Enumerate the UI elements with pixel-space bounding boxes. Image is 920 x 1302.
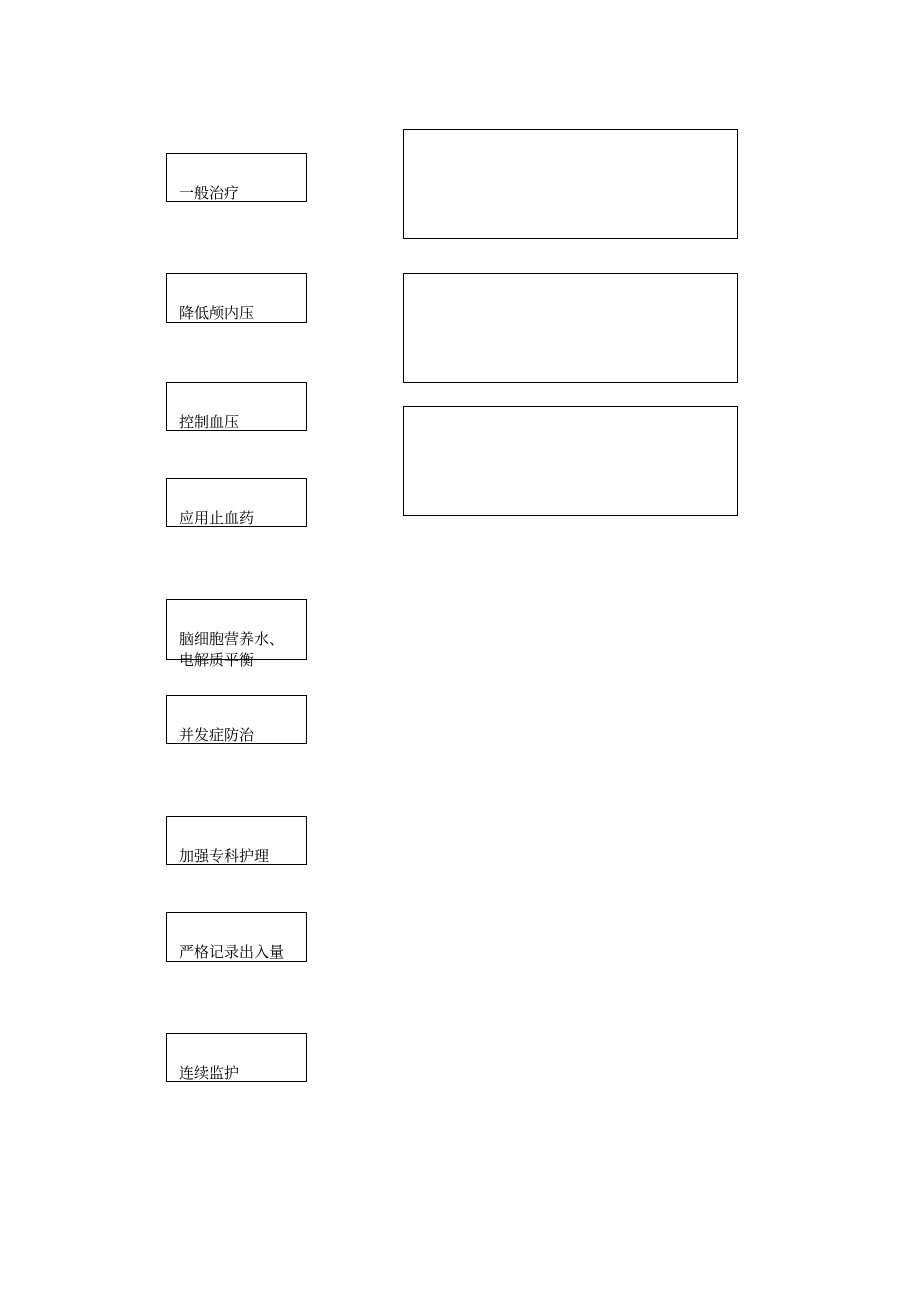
step-box-continuous-monitoring xyxy=(166,1033,307,1082)
step-box-hemostatic-drugs xyxy=(166,478,307,527)
step-label: 连续监护 xyxy=(179,1064,240,1082)
step-label: 脑细胞营养水、 电解质平衡 xyxy=(179,630,285,669)
step-label: 并发症防治 xyxy=(179,726,255,744)
step-box-lower-intracranial-pressure xyxy=(166,273,307,323)
step-label: 严格记录出入量 xyxy=(179,943,285,961)
step-label: 应用止血药 xyxy=(179,509,255,527)
detail-box-2 xyxy=(403,273,738,383)
detail-box-3 xyxy=(403,406,738,516)
step-label: 加强专科护理 xyxy=(179,847,270,865)
step-box-control-blood-pressure xyxy=(166,382,307,431)
step-box-complication-prevention xyxy=(166,695,307,744)
step-box-brain-nutrition-electrolyte xyxy=(166,599,307,669)
step-box-intake-output-record xyxy=(166,912,307,962)
step-box-specialized-nursing xyxy=(166,816,307,865)
detail-box-1 xyxy=(403,129,738,239)
step-box-general-treatment xyxy=(166,153,307,202)
step-label: 一般治疗 xyxy=(179,184,240,202)
step-label: 降低颅内压 xyxy=(179,304,255,322)
step-label: 控制血压 xyxy=(179,413,240,431)
